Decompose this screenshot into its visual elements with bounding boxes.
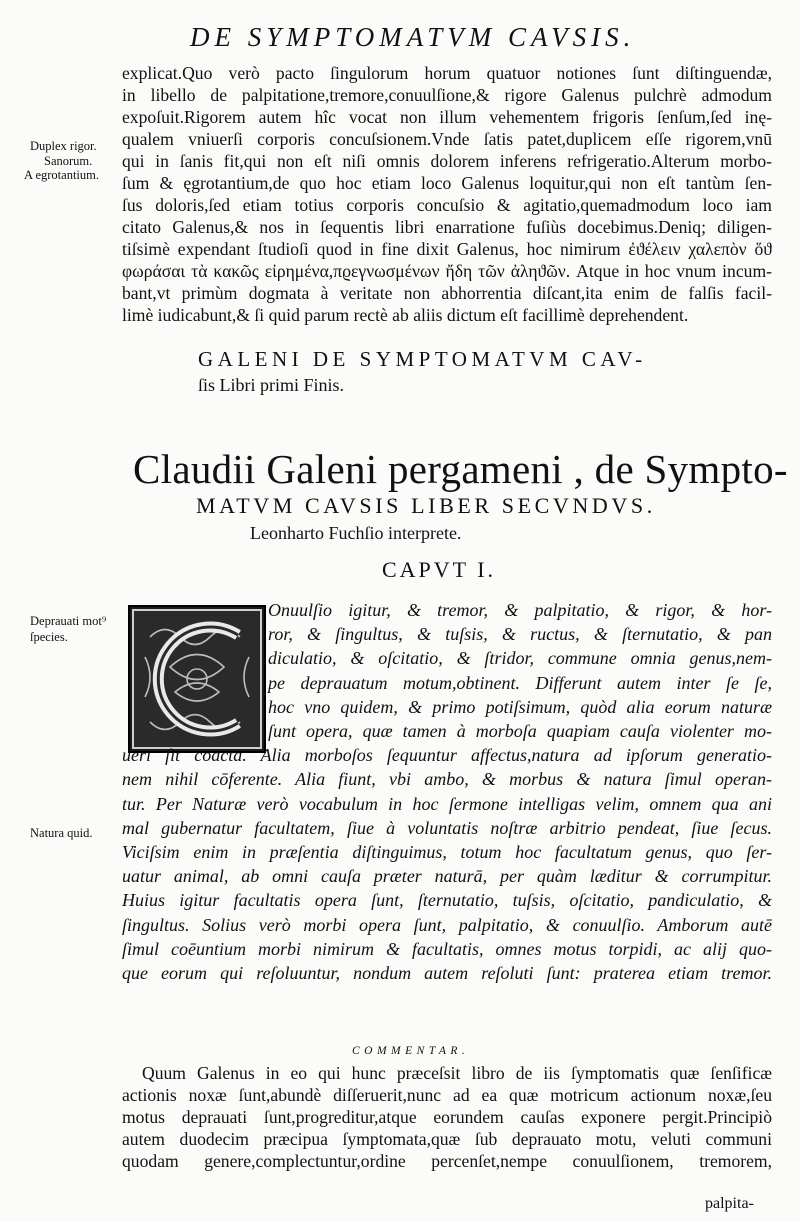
margin-note-aegrotantium: A egrotantium. (24, 168, 99, 182)
text-line: expoſuit.Rigorem autem hîc vocat non illum vehementem frigoris ſenſum,ſed inę- (122, 107, 772, 127)
text-block-commentary (122, 1062, 772, 1172)
text-line: qualem vniuerſi corporis concuſsionem.Vnde ſatis patet,duplicem eſſe rigorem,vnū (122, 129, 772, 149)
text-line: Onuulſio igitur, & tremor, & palpitatio, & rigor, & hor- (268, 600, 772, 620)
text-line: Huius igitur facultatis opera ſunt, ſternutatio, tuſsis, oſcitatio, pandiculatio, & (122, 890, 772, 911)
text-line: hoc vno quidem, & primo potiſsimum, quòd alia eorum naturæ (268, 696, 772, 717)
text-line: que eorum qui reſoluuntur, nondum autem reſoluti ſunt: praterea etiam tremor. (122, 963, 772, 984)
book-title: Claudii Galeni pergameni , de Sympto- (133, 446, 788, 492)
text-line: uatur animal, ab omni cauſa præter naturā, per quàm læditur & corrumpitur. (122, 866, 772, 887)
text-line: nem nihil cōferente. Alia fiunt, vbi ambo, & morbus & natura ſimul operan- (122, 769, 772, 790)
text-line: ror, & ſingultus, & tuſsis, & ructus, & ſternutatio, & pan (268, 624, 772, 645)
text-line: ſus doloris,ſed etiam totius corporis concuſsio & agitatio,quemadmodum loco iam (122, 195, 772, 215)
text-line: mal gubernatur facultatem, ſiue à voluntatis noſtræ arbitrio pendeat, ſiue ſecus. (122, 817, 772, 838)
catchword: palpita- (705, 1195, 754, 1212)
margin-note-deprauati: Deprauati mot⁹ (30, 614, 107, 628)
text-line: motus deprauati ſunt,progreditur,atque eorundem cauſas exponere pergit.Principiò (122, 1107, 772, 1127)
finis-title: GALENI DE SYMPTOMATVM CAV- (198, 347, 647, 371)
text-line: in libello de palpitatione,tremore,conuulſione,& rigore Galenus pulchrè admodum (122, 85, 772, 105)
running-head: DE SYMPTOMATVM CAVSIS. (190, 22, 636, 52)
text-line: ſimul coēuntium morbi nimirum & facultatis, omnes motus torpidi, ac alij quo- (122, 938, 772, 959)
text-line: limè iudicabunt,& ſi quid parum rectè ab aliis dictum eſt facillimè deprehendent. (122, 305, 689, 325)
book-subtitle: MATVM CAVSIS LIBER SECVNDVS. (196, 493, 656, 518)
text-line: autem duodecim præcipua ſymptomata,quæ ſub deprauato motu, veluti communi (122, 1129, 772, 1149)
text-line: bant,vt primùm dogmata à veritate non abhorrentia diſcant,ita enim de falſis facil- (122, 283, 772, 303)
text-line: tiſsimè expendant ſtudioſi quod in fine dixit Galenus, hoc nimirum ἐϑέλειν χαλεπὸν ὅϑ (122, 239, 772, 259)
margin-note-sanorum: Sanorum. (44, 154, 93, 168)
text-block-preface (122, 62, 772, 326)
margin-note-duplex-rigor: Duplex rigor. (30, 139, 97, 153)
text-line: citato Galenus,& nos in ſequentis libri enarratione fuſiùs docebimus.Deniq; diligen- (122, 217, 772, 237)
text-line: φωράσαι τὰ κακῶς εἰρημένα,πϱεγνωσμένων ἤδη τῶν ἀληϑῶν. Atque in hoc vnum incum- (122, 261, 772, 281)
text-line: ſingultus. Solius verò morbi opera ſunt, palpitatio, & conuulſio. Amborum autē (122, 914, 772, 935)
margin-note-species: ſpecies. (30, 630, 68, 644)
text-line: pe deprauatum motum,obtinent. Differunt autem inter ſe ſe, (268, 672, 772, 693)
text-line: actionis noxæ ſunt,abundè diſſeruerit,nunc ad ea quæ motricum actionum noxæ,ſeu (122, 1085, 772, 1105)
text-line: ſunt opera, quæ tamen à morboſa quapiam cauſa violenter mo- (268, 721, 772, 742)
text-line: qui in ſanis fit,qui non eſt niſi omnis dolorem inferens refrigeratio.Alterum morbo- (122, 151, 772, 171)
commentary-heading: COMMENTAR. (352, 1045, 470, 1057)
interpreter-line: Leonharto Fuchſio interprete. (250, 523, 462, 543)
text-line: explicat.Quo verò pacto ſingulorum horum quatuor notiones ſunt diſtinguendæ, (122, 63, 772, 83)
text-line: tur. Per Naturæ verò vocabulum in hoc ſermone intelligas velim, omnem qua ani (122, 793, 772, 814)
text-line: ueri ſit coacta. Alia morboſos ſequuntur affectus,natura ad ipſorum generatio- (122, 745, 772, 766)
margin-note-natura-quid: Natura quid. (30, 826, 93, 840)
finis-subtitle: ſis Libri primi Finis. (198, 375, 345, 395)
text-line: Viciſsim enim in præſentia diſtinguimus, totum hoc facultatum genus, quo ſer- (122, 842, 772, 863)
text-line: Quum Galenus in eo qui hunc præceſsit libro de iis ſymptomatis quæ ſenſificæ (142, 1063, 772, 1083)
text-line: quodam genere,complectuntur,ordine percenſet,nempe conuulſionem, tremorem, (122, 1151, 772, 1171)
chapter-heading: CAPVT I. (382, 557, 497, 582)
text-line: diculatio, & oſcitatio, & ſtridor, commune omnia genus,nem- (268, 648, 772, 669)
text-block-chapter (122, 598, 772, 985)
text-line: ſum & ęgrotantium,de quo hoc etiam loco Galenus loquitur,qui non eſt tantùm ſen- (122, 173, 772, 193)
